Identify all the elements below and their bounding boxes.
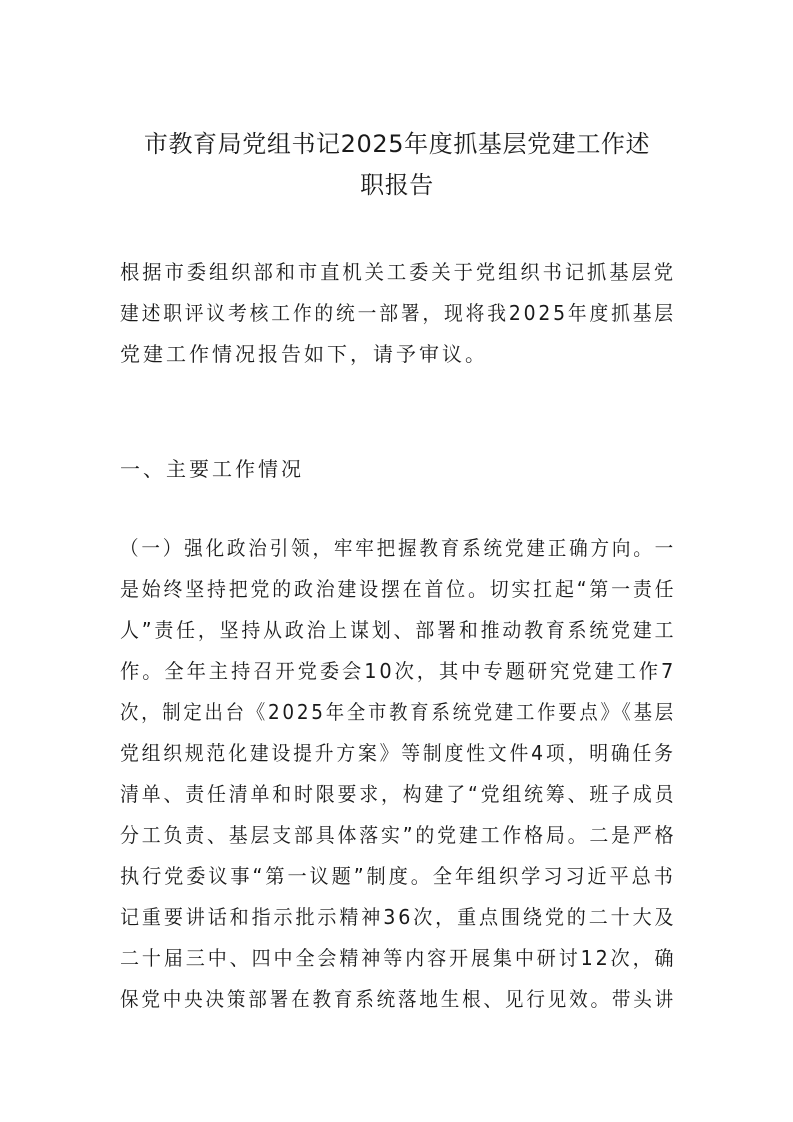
paragraph-line: 分工负责、基层支部具体落实”的党建工作格局。二是严格 xyxy=(120,823,677,847)
paragraph-line: 作。全年主持召开党委会10次，其中专题研究党建工作7 xyxy=(120,659,677,683)
paragraph-line: 执行党委议事“第一议题”制度。全年组织学习习近平总书 xyxy=(120,864,676,888)
paragraph-line: 记重要讲话和指示批示精神36次，重点围绕党的二十大及 xyxy=(120,905,677,929)
paragraph-line: 根据市委组织部和市直机关工委关于党组织书记抓基层党 xyxy=(120,260,677,284)
title-line: 职报告 xyxy=(360,171,434,199)
section-heading xyxy=(120,449,676,490)
paragraph-line: 二十届三中、四中全会精神等内容开展集中研讨12次，确 xyxy=(120,946,677,970)
paragraph-line: 党组织规范化建设提升方案》等制度性文件4项，明确任务 xyxy=(120,741,676,765)
section-1-paragraph xyxy=(120,528,676,1020)
paragraph-line: 人”责任，坚持从政治上谋划、部署和推动教育系统党建工 xyxy=(120,618,677,642)
paragraph-line: 是始终坚持把党的政治建设摆在首位。切实扛起“第一责任 xyxy=(120,577,677,601)
paragraph-line: 清单、责任清单和时限要求，构建了“党组统筹、班子成员 xyxy=(120,782,677,806)
paragraph-line: （一）强化政治引领，牢牢把握教育系统党建正确方向。一 xyxy=(120,536,677,560)
paragraph-line: 次，制定出台《2025年全市教育系统党建工作要点》《基层 xyxy=(120,700,676,724)
paragraph-line: 党建工作情况报告如下，请予审议。 xyxy=(120,342,488,366)
title-line: 市教育局党组书记2025年度抓基层党建工作述 xyxy=(143,130,651,158)
intro-paragraph xyxy=(120,252,676,375)
paragraph-line: 保党中央决策部署在教育系统落地生根、见行见效。带头讲 xyxy=(120,987,677,1011)
document-title xyxy=(110,121,684,203)
section-heading-text: 一、主要工作情况 xyxy=(120,457,304,481)
paragraph-line: 建述职评议考核工作的统一部署，现将我2025年度抓基层 xyxy=(120,301,676,325)
